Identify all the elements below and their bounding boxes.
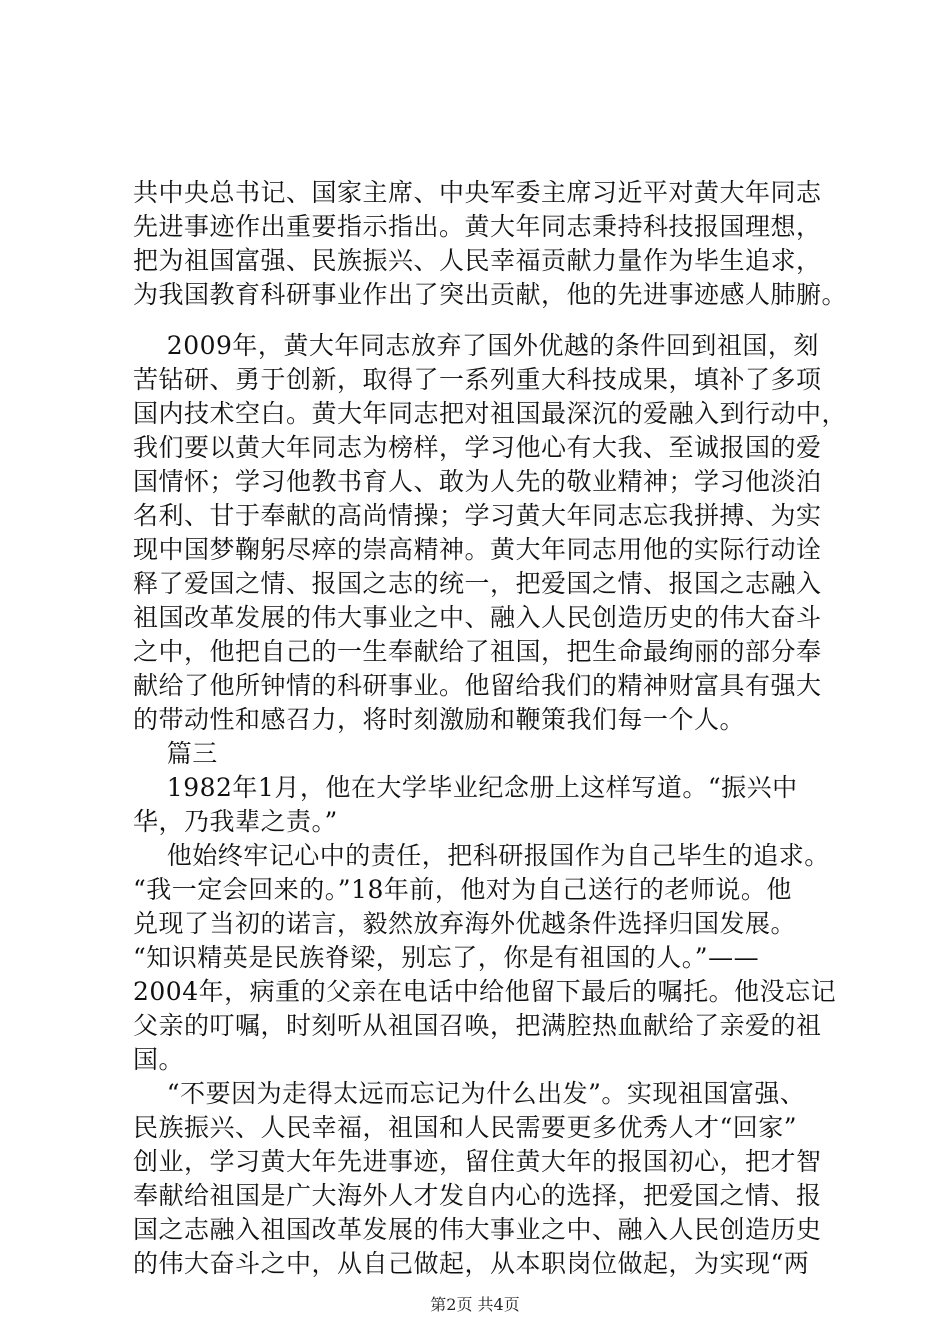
text-line: 苦钻研、勇于创新，取得了一系列重大科技成果，填补了多项 — [133, 365, 822, 394]
text-line: “知识精英是民族脊梁，别忘了，你是有祖国的人。”—— — [133, 943, 760, 972]
text-line: 1982年1月，他在大学毕业纪念册上这样写道。“振兴中 — [133, 773, 798, 802]
text-line: 国情怀；学习他教书育人、敢为人先的敬业精神；学习他淡泊 — [133, 467, 822, 496]
page-number-footer: 第2页 共4页 — [430, 1295, 520, 1314]
text-line: 创业，学习黄大年先进事迹，留住黄大年的报国初心，把才智 — [133, 1147, 822, 1176]
text-line: 2009年，黄大年同志放弃了国外优越的条件回到祖国，刻 — [133, 331, 819, 360]
text-line: 把为祖国富强、民族振兴、人民幸福贡献力量作为毕生追求， — [133, 246, 822, 275]
text-line: 国之志融入祖国改革发展的伟大事业之中、融入人民创造历史 — [133, 1215, 822, 1244]
text-line: 释了爱国之情、报国之志的统一，把爱国之情、报国之志融入 — [133, 569, 822, 598]
text-line: 国内技术空白。黄大年同志把对祖国最深沉的爱融入到行动中， — [133, 399, 848, 428]
text-line: “不要因为走得太远而忘记为什么出发”。实现祖国富强、 — [133, 1079, 806, 1108]
text-line: 先进事迹作出重要指示指出。黄大年同志秉持科技报国理想， — [133, 212, 822, 241]
text-line: 兑现了当初的诺言，毅然放弃海外优越条件选择归国发展。 — [133, 909, 797, 938]
text-line: 的带动性和感召力，将时刻激励和鞭策我们每一个人。 — [133, 705, 746, 734]
text-line: 华，乃我辈之责。” — [133, 807, 338, 836]
text-line: 献给了他所钟情的科研事业。他留给我们的精神财富具有强大 — [133, 671, 822, 700]
text-line: 他始终牢记心中的责任，把科研报国作为自己毕生的追求。 — [133, 841, 830, 870]
text-line: 名利、甘于奉献的高尚情操；学习黄大年同志忘我拼搏、为实 — [133, 501, 822, 530]
text-line: 现中国梦鞠躬尽瘁的崇高精神。黄大年同志用他的实际行动诠 — [133, 535, 822, 564]
text-line: 民族振兴、人民幸福，祖国和人民需要更多优秀人才“回家” — [133, 1113, 798, 1142]
text-line: 我们要以黄大年同志为榜样，学习他心有大我、至诚报国的爱 — [133, 433, 822, 462]
text-line: 奉献给祖国是广大海外人才发自内心的选择，把爱国之情、报 — [133, 1181, 822, 1210]
text-line: 之中，他把自己的一生奉献给了祖国，把生命最绚丽的部分奉 — [133, 637, 822, 666]
section-heading: 篇三 — [133, 739, 218, 768]
text-line: 的伟大奋斗之中，从自己做起，从本职岗位做起，为实现“两 — [133, 1249, 810, 1278]
text-line: 国。 — [133, 1045, 185, 1074]
text-line: 为我国教育科研事业作出了突出贡献，他的先进事迹感人肺腑。 — [133, 280, 848, 309]
text-line: 共中央总书记、国家主席、中央军委主席习近平对黄大年同志 — [133, 178, 822, 207]
text-line: 祖国改革发展的伟大事业之中、融入人民创造历史的伟大奋斗 — [133, 603, 822, 632]
text-line: “我一定会回来的。”18年前，他对为自己送行的老师说。他 — [133, 875, 792, 904]
text-line: 2004年，病重的父亲在电话中给他留下最后的嘱托。他没忘记 — [133, 977, 837, 1006]
text-line: 父亲的叮嘱，时刻听从祖国召唤，把满腔热血献给了亲爱的祖 — [133, 1011, 822, 1040]
